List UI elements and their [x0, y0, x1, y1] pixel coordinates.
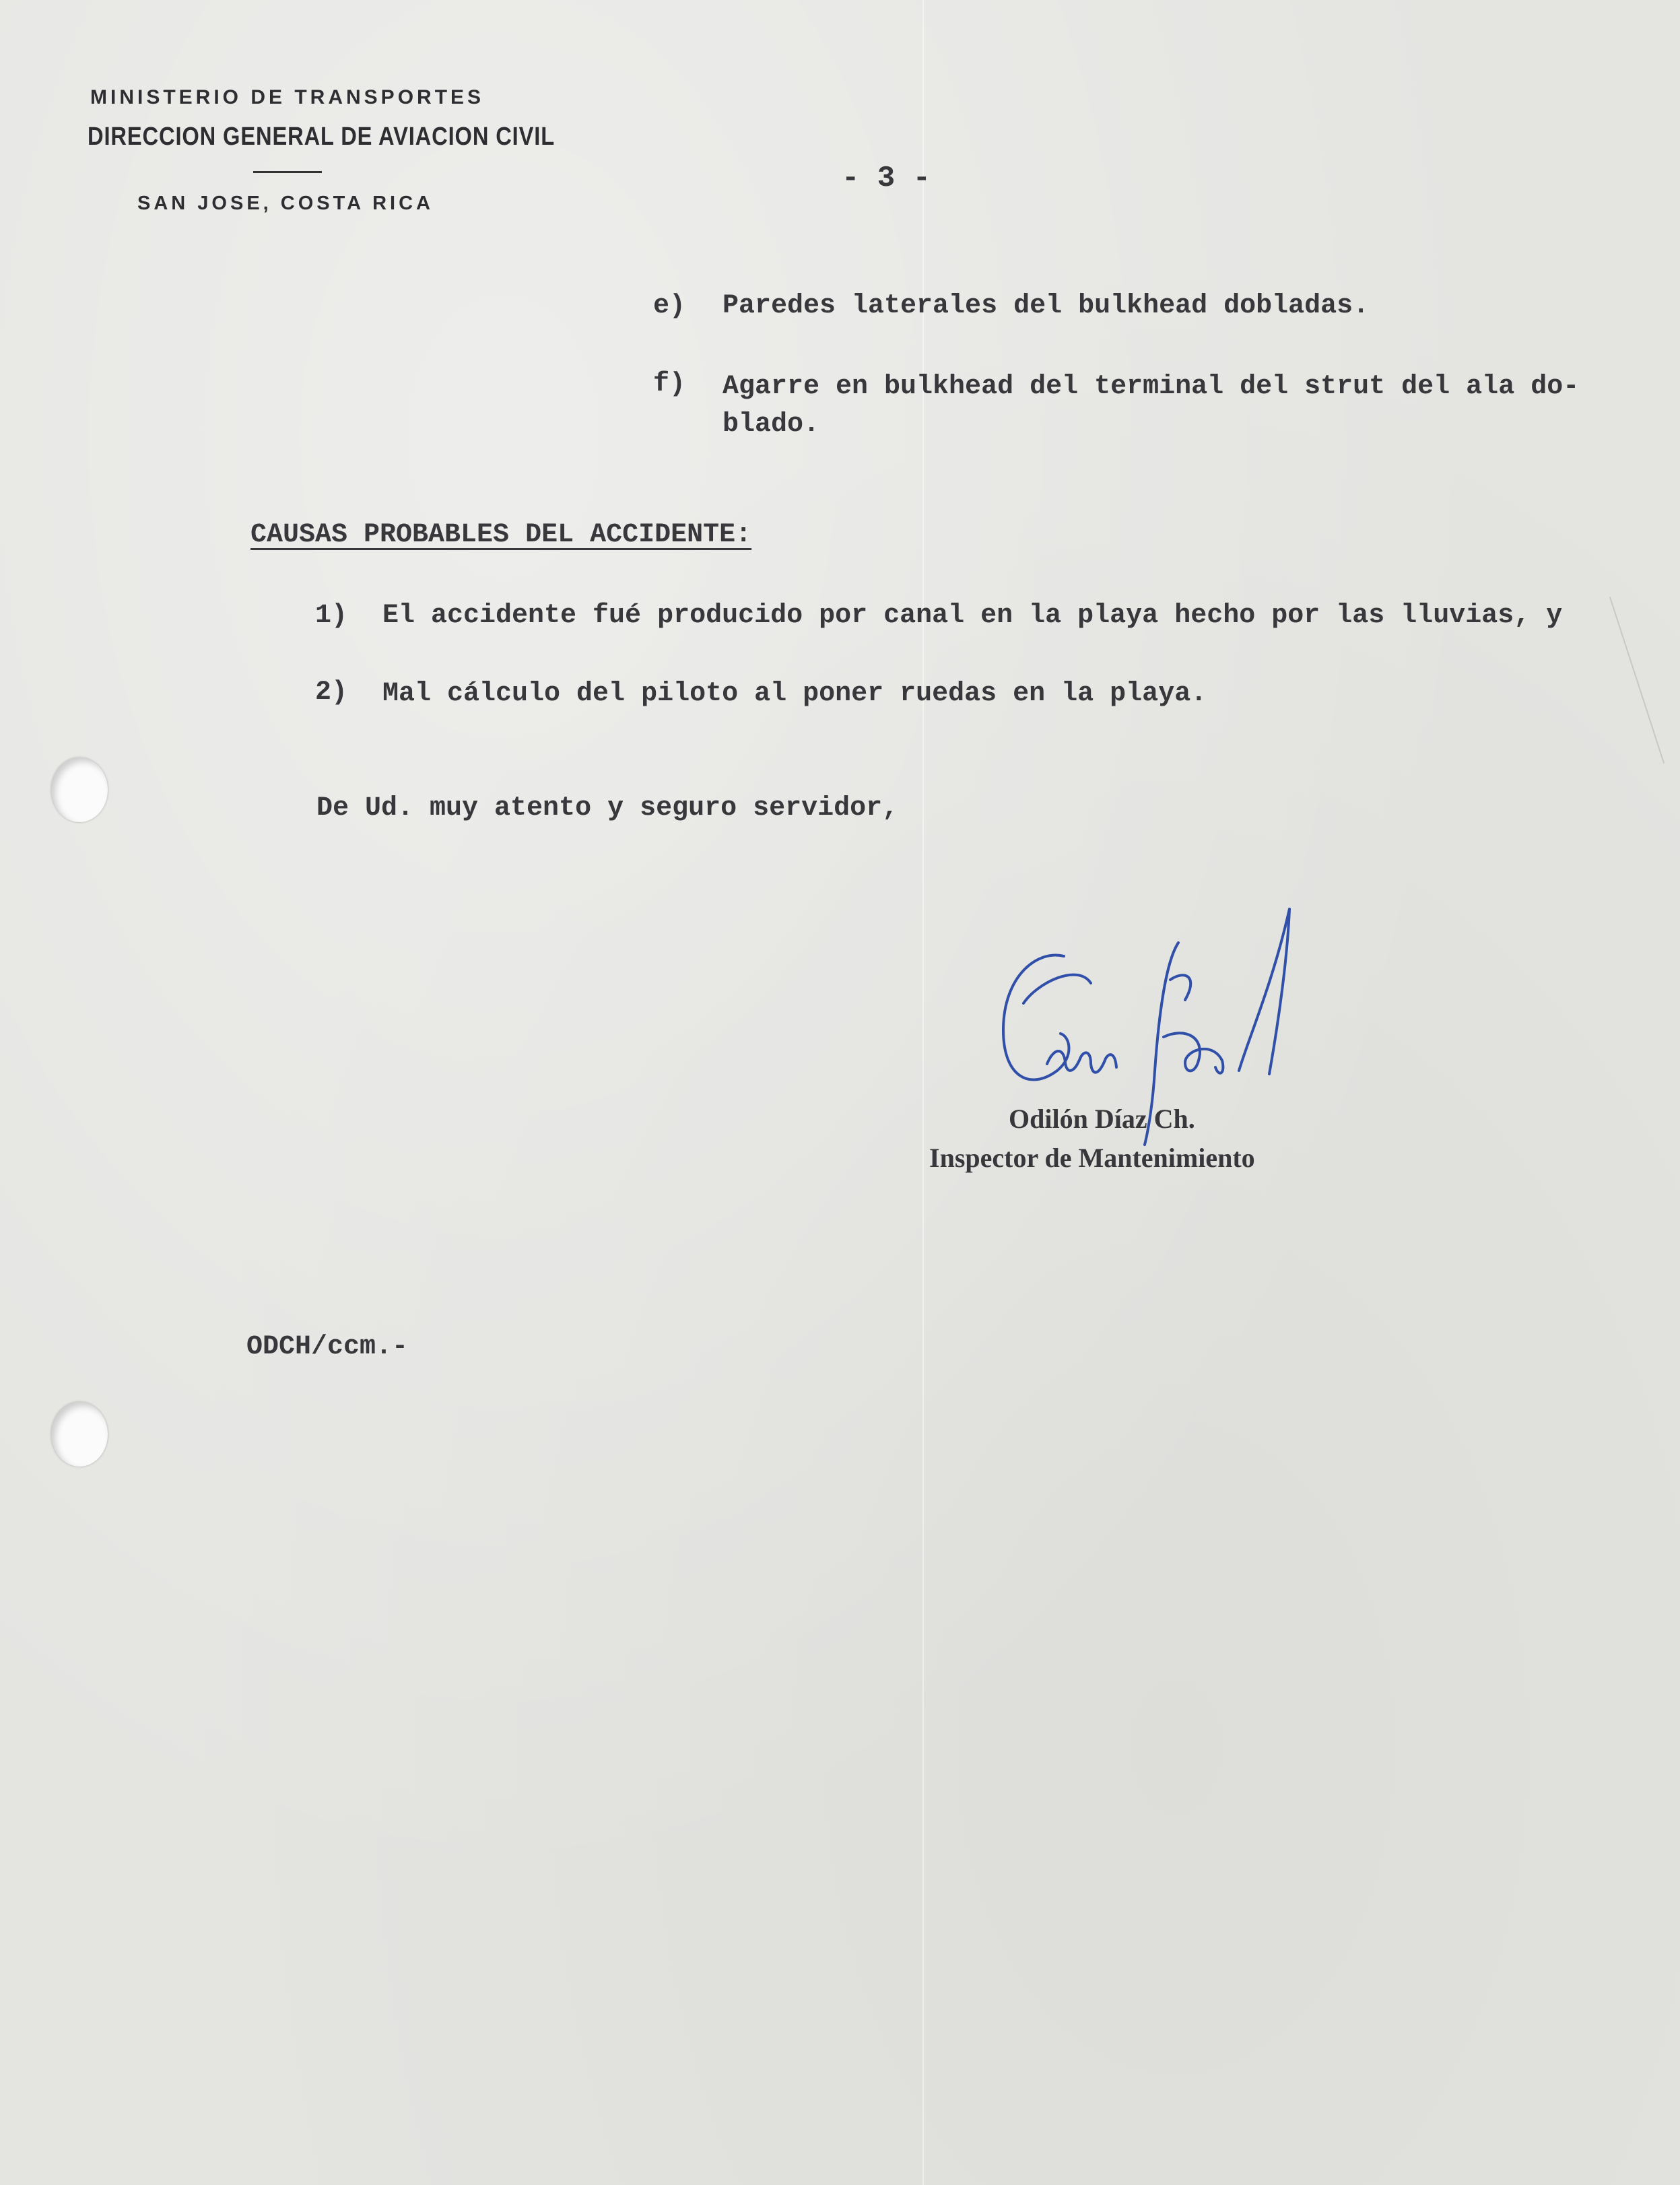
cause-item-text-1: El accidente fué producido por canal en la playa hecho por las lluvias, y	[382, 601, 1563, 631]
closing-salutation: De Ud. muy atento y seguro servidor,	[316, 793, 899, 823]
signatory-title: Inspector de Mantenimiento	[929, 1143, 1255, 1173]
paper-fold-line	[922, 0, 924, 2185]
letterhead-city: SAN JOSE, COSTA RICA	[137, 193, 434, 214]
damage-item-label-e: e)	[653, 291, 686, 321]
cause-item-label-2: 2)	[315, 677, 348, 708]
punch-hole-bottom	[51, 1402, 108, 1467]
cause-item-label-1: 1)	[315, 601, 348, 631]
reference-initials: ODCH/ccm.-	[246, 1332, 409, 1362]
paper-crease	[1609, 597, 1665, 764]
signatory-name: Odilón Díaz Ch.	[1009, 1104, 1195, 1134]
punch-hole-top	[51, 758, 108, 822]
damage-item-label-f: f)	[653, 369, 686, 399]
damage-item-text-f-line1: Agarre en bulkhead del terminal del strut del ala do-	[723, 372, 1580, 402]
causes-heading: CAUSAS PROBABLES DEL ACCIDENTE:	[250, 520, 752, 550]
damage-item-text-e: Paredes laterales del bulkhead dobladas.	[723, 291, 1370, 321]
page-number: - 3 -	[842, 162, 931, 195]
letterhead-ministry: MINISTERIO DE TRANSPORTES	[90, 86, 485, 108]
letterhead-direction: DIRECCION GENERAL DE AVIACION CIVIL	[88, 123, 556, 151]
letterhead-divider	[253, 171, 322, 173]
damage-item-text-f-line2: blado.	[723, 409, 820, 440]
cause-item-text-2: Mal cálculo del piloto al poner ruedas en la playa.	[382, 679, 1207, 709]
